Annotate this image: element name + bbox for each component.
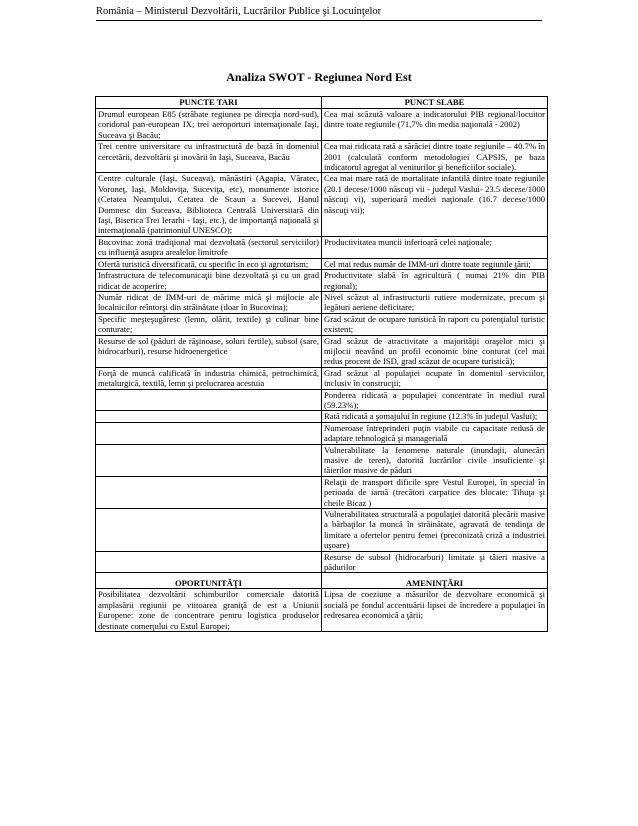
- table-row: [96, 236, 548, 258]
- table-row: [96, 589, 548, 632]
- table-cell: [96, 476, 322, 508]
- table-cell: [96, 411, 322, 422]
- table-row: [96, 367, 548, 389]
- table-row: [96, 270, 548, 292]
- table-cell: Productivitatea muncii inferioară celei naţionale;: [322, 236, 548, 258]
- table-cell: Rată ridicată a şomajului în regiune (12.3% în judeţul Vaslui);: [322, 411, 548, 422]
- table-row: [96, 313, 548, 335]
- table-cell: Cea mai mare rată de mortalitate infantilă dintre toate regiunile (20.1 decese/1000 născuţi vii - judeţul Vaslui- 23.5 decese/1000 născuţi vi), superioară mediei naţionale (16.7 decese/1000 născuţi vii);: [322, 173, 548, 236]
- page-header: România – Ministerul Dezvoltării, Lucrărilor Publice şi Locuinţelor: [96, 6, 542, 21]
- table-row: [96, 411, 548, 422]
- table-cell: Specific meşteşugăresc (lemn, olărit, textile) şi culinar bine conturate;: [96, 313, 322, 335]
- table-cell: [96, 389, 322, 411]
- document-title: Analiza SWOT - Regiunea Nord Est: [226, 70, 412, 84]
- table-row: [96, 173, 548, 236]
- table-cell: Drumul european E85 (străbate regiunea pe direcţia nord-sud), coridorul pan-european IX; trei aeroporturi internaţionale Iaşi, Suceava şi Bacău;: [96, 109, 322, 141]
- table-row: [96, 476, 548, 508]
- table-row: [96, 109, 548, 141]
- table2-header-right: AMENINŢĂRI: [322, 573, 548, 589]
- table-cell: Vulnerabilitatea structurală a populaţiei datorită plecării masive a bărbaţilor la muncă în străinătate, agravată de tendinţa de limitare a ofertelor pentru femei (preconizată criză a industriei uşoare): [322, 509, 548, 552]
- table-cell: [96, 444, 322, 476]
- table-cell: Ofertă turistică diversificată, cu specific în eco şi agroturism;: [96, 258, 322, 269]
- table-row: [96, 444, 548, 476]
- swot-table: [95, 96, 548, 632]
- table-row: [96, 141, 548, 173]
- table-cell: Posibilitatea dezvoltării schimburilor comerciale datorită amplasării regiunii pe viitoarea graniţă de est a Uniunii Europene: zone de concentrare pentru logistica produselor destinate comerţului cu Estul Europei;: [96, 589, 322, 632]
- table-cell: [96, 551, 322, 573]
- table-cell: Bucovina: zonă tradiţional mai dezvoltată (sectorul serviciilor) cu influenţă asupra arealelor limitrofe: [96, 236, 322, 258]
- table-row: [96, 509, 548, 552]
- table-row: [96, 389, 548, 411]
- table-cell: Centre culturale (Iaşi, Suceava), mănăstiri (Agapia, Văratec, Voroneţ, Iaşi, Moldoviţa, Suceviţa, etc), monumente istorice (Cetatea Neamţului, Cetatea de Scaun a Sucevei, Hanul Domnesc din Suceava, Biblioteca Centrală Universitară din Iaşi, Biserica Trei Ierarhi - Iaşi, etc.), de importanţă naţională şi internaţională (patrimoniul UNESCO);: [96, 173, 322, 236]
- table1-header-left: PUNCTE TARI: [96, 97, 322, 109]
- table-cell: Numeroase întreprinderi puţin viabile cu capacitate redusă de adaptare tehnologică şi managerială: [322, 422, 548, 444]
- table-cell: Cea mai scăzută valoare a indicatorului PIB regional/locuitor dintre toate regiunile (71,7% din media naţională - 2002): [322, 109, 548, 141]
- table-cell: Productivitate slabă în agricultură ( numai 21% din PIB regional);: [322, 270, 548, 292]
- table-cell: Grad scăzut de atractivitate a majorităţii oraşelor mici şi mijlocii neavând un profil economic bine conturat (cel mai redus procent de ISD, grad scăzut de ocupare turistică);: [322, 335, 548, 367]
- table-cell: Relaţii de transport dificile spre Vestul Europei, în special în perioada de iarnă (trecători carpatice des blocate: Tihuţa şi cheile Bicaz ): [322, 476, 548, 508]
- table-cell: Vulnerabilitate la fenomene naturale (inundaţii, alunecări masive de teren), datorită lucrărilor civile insuficiente şi tăierilor masive de păduri: [322, 444, 548, 476]
- table-cell: Forţă de muncă calificată în industria chimică, petrochimică, metalurgică, textilă, lemn şi prelucrarea acestuia: [96, 367, 322, 389]
- table-cell: Grad scăzut al populaţiei ocupate în domeniul serviciilor, inclusiv în construcţii;: [322, 367, 548, 389]
- table-row: [96, 551, 548, 573]
- table-cell: Număr ridicat de IMM-uri de mărime mică şi mijlocie ale localnicilor reîntorşi din străinătate (doar în Bucovina);: [96, 291, 322, 313]
- table-cell: Nivel scăzut al infrastructurii rutiere modernizate, precum şi legături aeriene deficitare;: [322, 291, 548, 313]
- table-cell: Resurse de sol (păduri de răşinoase, soluri fertile), subsol (sare, hidrocarburi), resurse hidroenergetice: [96, 335, 322, 367]
- table-cell: Grad scăzut de ocupare turistică în raport cu potenţialul turistic existent;: [322, 313, 548, 335]
- table-cell: Ponderea ridicată a populaţiei concentrate în mediul rural (59.23%);: [322, 389, 548, 411]
- table-cell: Cea mai ridicata rată a sărăciei dintre toate regiunile – 40.7% în 2001 (calculată conform metodologiei CAPSIS, pe baza indicatorul agregat al veniturilor şi beneficiilor sociale).: [322, 141, 548, 173]
- table-row: [96, 291, 548, 313]
- table-cell: [96, 422, 322, 444]
- table-cell: Trei centre universitare cu infrastructură de bază în domeniul cercetării, dezvoltării şi inovării în Iaşi, Suceava, Bacău: [96, 141, 322, 173]
- table-row: [96, 422, 548, 444]
- table-cell: Lipsa de coeziune a măsurilor de dezvoltare economică şi socială pe fondul accentuării lipsei de încredere a populaţiei în redresarea economică a ţării;: [322, 589, 548, 632]
- table-cell: Resurse de subsol (hidrocarburi) limitate şi tăieri masive a pădurilor: [322, 551, 548, 573]
- table2-header-left: OPORTUNITĂŢI: [96, 573, 322, 589]
- table1-header-right: PUNCT SLABE: [322, 97, 548, 109]
- table-cell: [96, 509, 322, 552]
- table-cell: Infrastructura de telecomunicaţii bine dezvoltată şi cu un grad ridicat de acoperire;: [96, 270, 322, 292]
- table-row: [96, 335, 548, 367]
- table-cell: Cel mai redus număr de IMM-uri dintre toate regiunile ţării;: [322, 258, 548, 269]
- table-row: [96, 258, 548, 269]
